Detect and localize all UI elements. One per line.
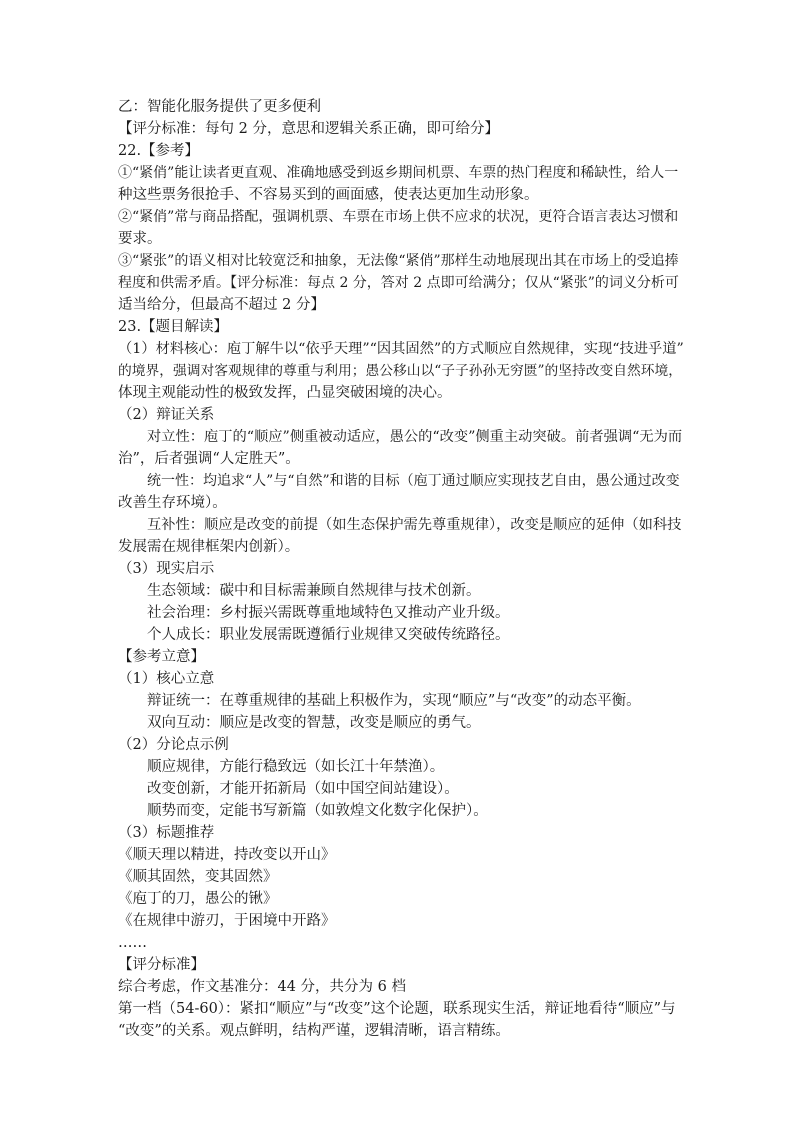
paragraph-line: 生态领域：碳中和目标需兼顾自然规律与技术创新。 [147, 583, 481, 599]
section-heading: （3）标题推荐 [118, 825, 215, 841]
paragraph-line: 顺应规律，方能行稳致远（如长江十年禁渔）。 [147, 759, 445, 775]
section-heading: （3）现实启示 [118, 561, 215, 577]
section-heading: （2）分论点示例 [118, 737, 229, 753]
paragraph-line: 体现主观能动性的极致发挥，凸显突破困境的决心。 [118, 385, 452, 401]
paragraph-line: 互补性：顺应是改变的前提（如生态保护需先尊重规律），改变是顺应的延伸（如科技 [147, 517, 682, 533]
section-heading: 【参考立意】 [118, 649, 205, 665]
paragraph-line: ①“紧俏”能让读者更直观、准确地感受到返乡期间机票、车票的热门程度和稀缺性，给人一 [118, 165, 679, 181]
paragraph-line: 顺势而变，定能书写新篇（如敦煌文化数字化保护）。 [147, 803, 488, 819]
paragraph-line: 对立性：庖丁的“顺应”侧重被动适应，愚公的“改变”侧重主动突破。前者强调“无为而 [147, 429, 683, 445]
section-heading: 【评分标准】 [118, 957, 205, 973]
paragraph-line: 程度和供需矛盾。【评分标准：每点 2 分，答对 2 点即可给满分；仅从“紧张”的词义分析可 [118, 275, 679, 291]
paragraph-line: 个人成长：职业发展需既遵循行业规律又突破传统路径。 [147, 627, 510, 643]
paragraph-line: ③“紧张”的语义相对比较宽泛和抽象，无法像“紧俏”那样生动地展现出其在市场上的受追捧 [118, 253, 679, 269]
paragraph-line: 统一性：均追求“人”与“自然”和谐的目标（庖丁通过顺应实现技艺自由，愚公通过改变 [147, 473, 680, 489]
paragraph-line: “改变”的关系。观点鲜明，结构严谨，逻辑清晰，语言精练。 [118, 1023, 510, 1039]
paragraph-line: ②“紧俏”常与商品搭配，强调机票、车票在市场上供不应求的状况，更符合语言表达习惯和 [118, 209, 679, 225]
paragraph-line: 综合考虑，作文基准分：44 分，共分为 6 档 [118, 979, 407, 995]
answer-line: 乙：智能化服务提供了更多便利 [118, 99, 321, 115]
paragraph-line: 种这些票务很抢手、不容易买到的画面感，使表达更加生动形象。 [118, 187, 539, 203]
paragraph-line: 第一档（54-60）：紧扣“顺应”与“改变”这个论题，联系现实生活，辩证地看待“顺应”与 [118, 1001, 676, 1017]
ellipsis: …… [118, 935, 147, 951]
title-suggestion: 《顺天理以精进，持改变以开山》 [118, 847, 336, 863]
scoring-note: 【评分标准：每句 2 分，意思和逻辑关系正确，即可给分】 [118, 121, 499, 137]
paragraph-line: 要求。 [118, 231, 162, 247]
paragraph-line: 辩证统一：在尊重规律的基础上积极作为，实现“顺应”与“改变”的动态平衡。 [147, 693, 641, 709]
question-heading: 22.【参考】 [118, 143, 200, 159]
paragraph-line: 改变创新，才能开拓新局（如中国空间站建设）。 [147, 781, 459, 797]
title-suggestion: 《顺其固然，变其固然》 [118, 869, 278, 885]
paragraph-line: 治”，后者强调“人定胜天”。 [118, 451, 300, 467]
paragraph-line: 改善生存环境）。 [118, 495, 227, 511]
paragraph-line: 双向互动：顺应是改变的智慧，改变是顺应的勇气。 [147, 715, 481, 731]
section-heading: （2）辩证关系 [118, 407, 215, 423]
question-heading: 23.【题目解读】 [118, 319, 229, 335]
paragraph-line: 适当给分，但最高不超过 2 分】 [118, 297, 325, 313]
paragraph-line: 的境界，强调对客观规律的尊重与利用；愚公移山以“子子孙孙无穷匮”的坚持改变自然环境， [118, 363, 683, 379]
section-heading: （1）核心立意 [118, 671, 215, 687]
paragraph-line: 社会治理：乡村振兴需既尊重地域特色又推动产业升级。 [147, 605, 510, 621]
title-suggestion: 《庖丁的刀，愚公的锹》 [118, 891, 278, 907]
paragraph-line: （1）材料核心：庖丁解牛以“依乎天理”“因其固然”的方式顺应自然规律，实现“技进乎道” [118, 341, 684, 357]
title-suggestion: 《在规律中游刃，于困境中开路》 [118, 913, 336, 929]
paragraph-line: 发展需在规律框架内创新）。 [118, 539, 300, 555]
